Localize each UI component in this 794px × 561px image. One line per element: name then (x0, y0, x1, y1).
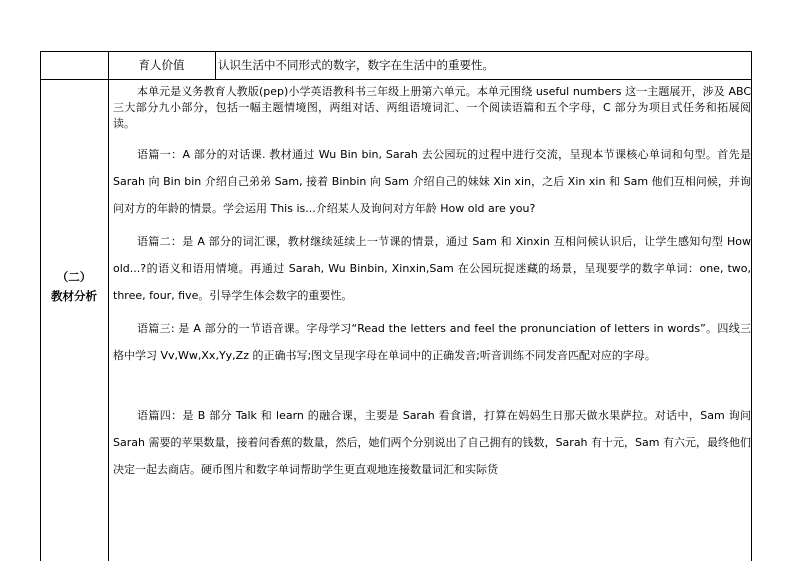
row1-label: 育人价值 (138, 58, 185, 72)
row1-content: 认识生活中不同形式的数字，数字在生活中的重要性。 (218, 58, 494, 72)
paragraph-text-3: 语篇三: 是 A 部分的一节语音课。字母学习“Read the letters and feel the pronunciation of letters in words”。四线三格中学习 Vv,Ww,Xx,Yy,Zz 的正确书写;图文呈现字母在单词中的正确发音;听音训练不同发音匹配对应的字母。 (113, 322, 751, 362)
table-border-left (40, 51, 41, 561)
section-title: 教材分析 (51, 289, 97, 303)
paragraph-text-4: 语篇四：是 B 部分 Talk 和 learn 的融合课，主要是 Sarah 看食谱，打算在妈妈生日那天做水果萨拉。对话中，Sam 询问 Sarah 需要的苹果数量，接着问香蕉的数量，然后，她们两个分别说出了自己拥有的钱数，Sarah 有十元，Sam 有六元，最终他们决定一起去商店。硬币图片和数字单词帮助学生更直观地连接数量词汇和实际货 (113, 409, 751, 476)
section-number: （二） (56, 270, 92, 284)
table-border-top (40, 51, 752, 52)
paragraph-text-1: 语篇一：A 部分的对话课. 教材通过 Wu Bin bin, Sarah 去公园玩的过程中进行交流，呈现本节课核心单词和句型。首先是 Sarah 向 Bin bin 介绍自己弟弟 Sam, 接着 Binbin 向 Sam 介绍自己的妹妹 Xin xin，之后 Xin xin 和 Sam 他们互相问候，并询问对方的年龄的情景。学会运用 This is...介绍某人及询问对方年龄 How old are you? (113, 148, 751, 215)
paragraph-text-2: 语篇二：是 A 部分的词汇课，教材继续延续上一节课的情景，通过 Sam 和 Xinxin 互相问候认识后，让学生感知句型 How old...?的语义和语用情境。再通过 Sarah, Wu Binbin, Xinxin,Sam 在公园玩捉迷藏的场景，呈现要学的数字单词：one, two, three, four, five。引导学生体会数字的重要性。 (113, 235, 751, 302)
paragraph-intro: 本单元是义务教育人教版(pep)小学英语教科书三年级上册第六单元。本单元围绕 useful numbers 这一主题展开，涉及 ABC 三大部分九小部分，包括一幅主题情境图，两组对话、两组语境词汇、一个阅读语篇和五个字母，C 部分为项目式任务和拓展阅读。 (113, 85, 751, 130)
table-row-divider (40, 79, 752, 80)
table-inner-divider (215, 51, 216, 79)
table-border-right (751, 51, 752, 561)
table-column-divider (108, 51, 109, 561)
